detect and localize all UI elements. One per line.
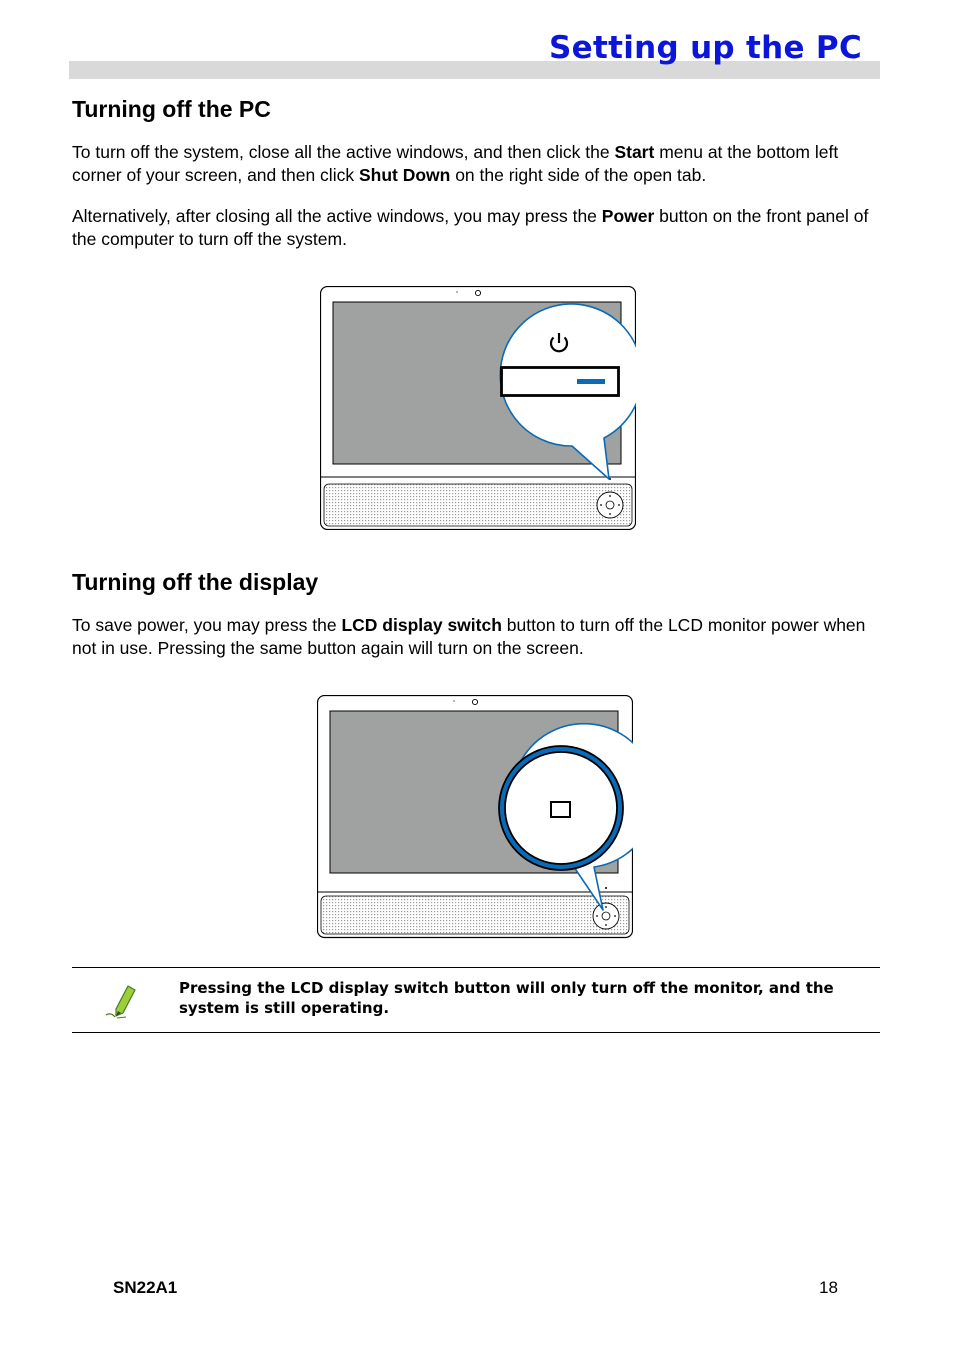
paragraph-power-button — [72, 205, 884, 250]
text-span: Alternatively, after closing all the active windows, you may press the — [72, 206, 602, 226]
note-text: Pressing the LCD display switch button will only turn off the monitor, and the system is still operating. — [179, 979, 834, 1017]
display-switch-icon — [549, 800, 573, 820]
figure-monitor-power — [320, 286, 636, 535]
pencil-note-icon — [104, 982, 138, 1020]
bold-start: Start — [614, 142, 655, 162]
note-box — [72, 967, 880, 1033]
section-heading-turning-off-pc: Turning off the PC — [72, 96, 271, 122]
text-span: To turn off the system, close all the active windows, and then click the — [72, 142, 615, 162]
figure-monitor-lcd-switch — [317, 695, 633, 944]
bold-lcd-display-switch: LCD display switch — [341, 615, 502, 635]
page-title: Setting up the PC — [549, 30, 862, 66]
text-span: button to turn off the LCD monitor power when not in use. Pressing the same button again will turn on the screen. — [72, 615, 866, 658]
power-button-panel — [500, 366, 622, 398]
bold-shut-down: Shut Down — [358, 164, 451, 185]
text-span: on the right side of the open tab. — [450, 164, 707, 185]
footer-model: SN22A1 — [113, 1278, 178, 1297]
power-icon — [546, 330, 572, 356]
paragraph-turn-off-system — [72, 141, 884, 186]
page-number: 18 — [819, 1278, 838, 1297]
text-span: button on the front panel of the computer to turn off the system. — [72, 206, 869, 249]
bold-power: Power — [601, 206, 655, 226]
section-heading-turning-off-display: Turning off the display — [72, 569, 319, 595]
paragraph-lcd-switch — [72, 614, 884, 659]
text-span: To save power, you may press the — [72, 615, 342, 635]
text-span: menu at the bottom left corner of your screen, and then click — [72, 142, 839, 185]
